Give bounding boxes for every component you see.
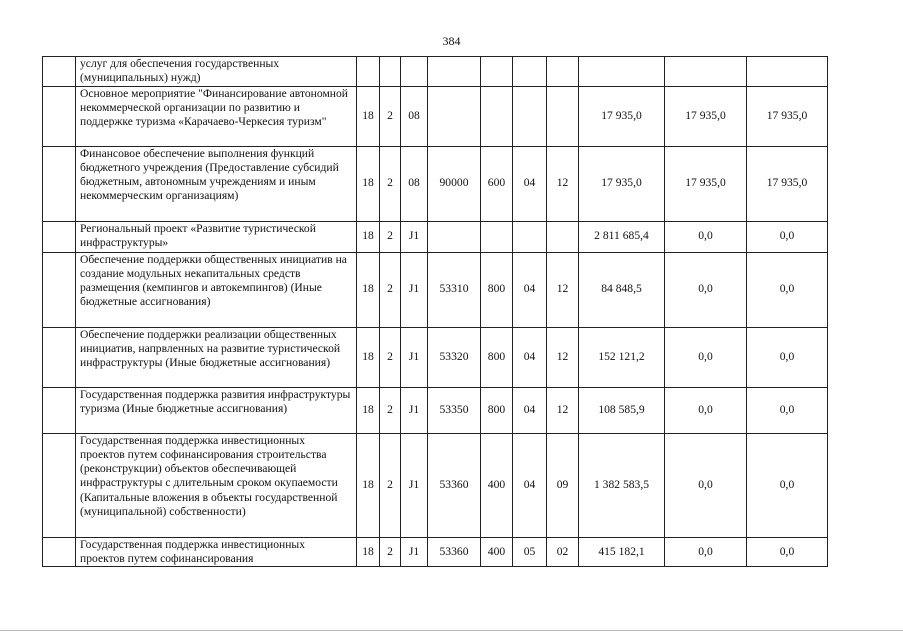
table-row [43,86,828,146]
amount-cell: 0,0 [747,252,828,327]
table-row [43,146,828,221]
code-cell: 2 [380,327,401,387]
code-cell: 800 [481,327,513,387]
code-cell: 12 [547,252,579,327]
code-cell: J1 [401,221,428,252]
code-cell: 09 [547,433,579,537]
item-name: Государственная поддержка инвестиционных проектов путем софинансирования [76,537,357,567]
code-cell: 18 [357,86,380,146]
amount-cell: 0,0 [665,221,747,252]
empty-cell [43,537,76,567]
amount-cell: 0,0 [665,252,747,327]
code-cell: 04 [513,252,547,327]
amount-cell: 17 935,0 [665,86,747,146]
code-cell: 600 [481,146,513,221]
code-cell: 2 [380,221,401,252]
code-cell: 400 [481,537,513,567]
item-name: Государственная поддержка развития инфраструктуры туризма (Иные бюджетные ассигнования) [76,387,357,433]
item-name: Основное мероприятие "Финансирование автономной некоммерческой организации по развитию и поддержке туризма «Карачаево-Черкесия туризм" [76,86,357,146]
code-cell [547,57,579,87]
code-cell: 2 [380,252,401,327]
code-cell [513,57,547,87]
code-cell: 18 [357,252,380,327]
code-cell [357,57,380,87]
code-cell: 53320 [428,327,481,387]
code-cell: 08 [401,86,428,146]
item-name: Обеспечение поддержки общественных инициатив на создание модульных некапитальных средств размещения (кемпингов и автокемпингов) (Иные бюджетные ассигнования) [76,252,357,327]
scan-bottom-edge [0,630,903,631]
table-row [43,537,828,567]
code-cell: 2 [380,86,401,146]
amount-cell: 0,0 [747,221,828,252]
amount-cell: 0,0 [747,327,828,387]
code-cell: 2 [380,537,401,567]
code-cell: 18 [357,433,380,537]
code-cell: 2 [380,433,401,537]
table-row [43,221,828,252]
amount-cell: 0,0 [665,387,747,433]
amount-cell: 17 935,0 [747,86,828,146]
code-cell: 05 [513,537,547,567]
code-cell [513,86,547,146]
code-cell: 53360 [428,433,481,537]
code-cell: J1 [401,327,428,387]
code-cell: 53310 [428,252,481,327]
amount-cell: 415 182,1 [579,537,665,567]
table-row [43,387,828,433]
empty-cell [43,57,76,87]
item-name: Финансовое обеспечение выполнения функций бюджетного учреждения (Предоставление субсидий бюджетным, автономным учреждениям и иным некоммерческим организациям) [76,146,357,221]
code-cell [428,221,481,252]
code-cell [481,86,513,146]
budget-table [42,56,828,567]
amount-cell: 17 935,0 [747,146,828,221]
code-cell: 2 [380,146,401,221]
amount-cell: 0,0 [747,433,828,537]
code-cell: 2 [380,387,401,433]
page-number: 384 [442,34,461,48]
table-row [43,252,828,327]
amount-cell: 0,0 [747,537,828,567]
amount-cell: 108 585,9 [579,387,665,433]
code-cell: 90000 [428,146,481,221]
code-cell: J1 [401,387,428,433]
code-cell: 800 [481,387,513,433]
code-cell: 04 [513,387,547,433]
table-row [43,433,828,537]
table-row [43,327,828,387]
amount-cell [747,57,828,87]
code-cell: 400 [481,433,513,537]
amount-cell: 17 935,0 [579,146,665,221]
empty-cell [43,433,76,537]
amount-cell: 2 811 685,4 [579,221,665,252]
code-cell: 04 [513,146,547,221]
item-name: Обеспечение поддержки реализации общественных инициатив, напрвленных на развитие туристической инфраструктуры (Иные бюджетные ассигнования) [76,327,357,387]
code-cell: 53360 [428,537,481,567]
code-cell [380,57,401,87]
code-cell: 12 [547,387,579,433]
item-name: Региональный проект «Развитие туристической инфраструктуры» [76,221,357,252]
empty-cell [43,327,76,387]
amount-cell [665,57,747,87]
amount-cell: 0,0 [665,433,747,537]
amount-cell: 84 848,5 [579,252,665,327]
code-cell [481,221,513,252]
empty-cell [43,146,76,221]
code-cell: 18 [357,327,380,387]
code-cell [547,221,579,252]
code-cell [428,86,481,146]
amount-cell: 0,0 [665,327,747,387]
code-cell: 18 [357,387,380,433]
code-cell: 18 [357,146,380,221]
empty-cell [43,387,76,433]
empty-cell [43,252,76,327]
amount-cell: 0,0 [747,387,828,433]
code-cell: J1 [401,433,428,537]
code-cell: J1 [401,537,428,567]
code-cell [428,57,481,87]
amount-cell: 152 121,2 [579,327,665,387]
amount-cell: 17 935,0 [579,86,665,146]
table-body [43,57,828,567]
amount-cell: 17 935,0 [665,146,747,221]
code-cell: 18 [357,537,380,567]
code-cell: 18 [357,221,380,252]
code-cell: 12 [547,327,579,387]
code-cell [513,221,547,252]
empty-cell [43,221,76,252]
code-cell: 08 [401,146,428,221]
code-cell: 02 [547,537,579,567]
code-cell: 800 [481,252,513,327]
amount-cell [579,57,665,87]
code-cell: 12 [547,146,579,221]
code-cell: J1 [401,252,428,327]
item-name: Государственная поддержка инвестиционных проектов путем софинансирования строительства (реконструкции) объектов обеспечивающей инфраструктуры с длительным сроком окупаемости (Капитальные вложения в объекты государственной (муниципальной) собственности) [76,433,357,537]
code-cell: 04 [513,433,547,537]
code-cell: 04 [513,327,547,387]
code-cell [401,57,428,87]
code-cell: 53350 [428,387,481,433]
table-row [43,57,828,87]
code-cell [481,57,513,87]
amount-cell: 1 382 583,5 [579,433,665,537]
code-cell [547,86,579,146]
item-name: услуг для обеспечения государственных (муниципальных) нужд) [76,57,357,87]
amount-cell: 0,0 [665,537,747,567]
empty-cell [43,86,76,146]
